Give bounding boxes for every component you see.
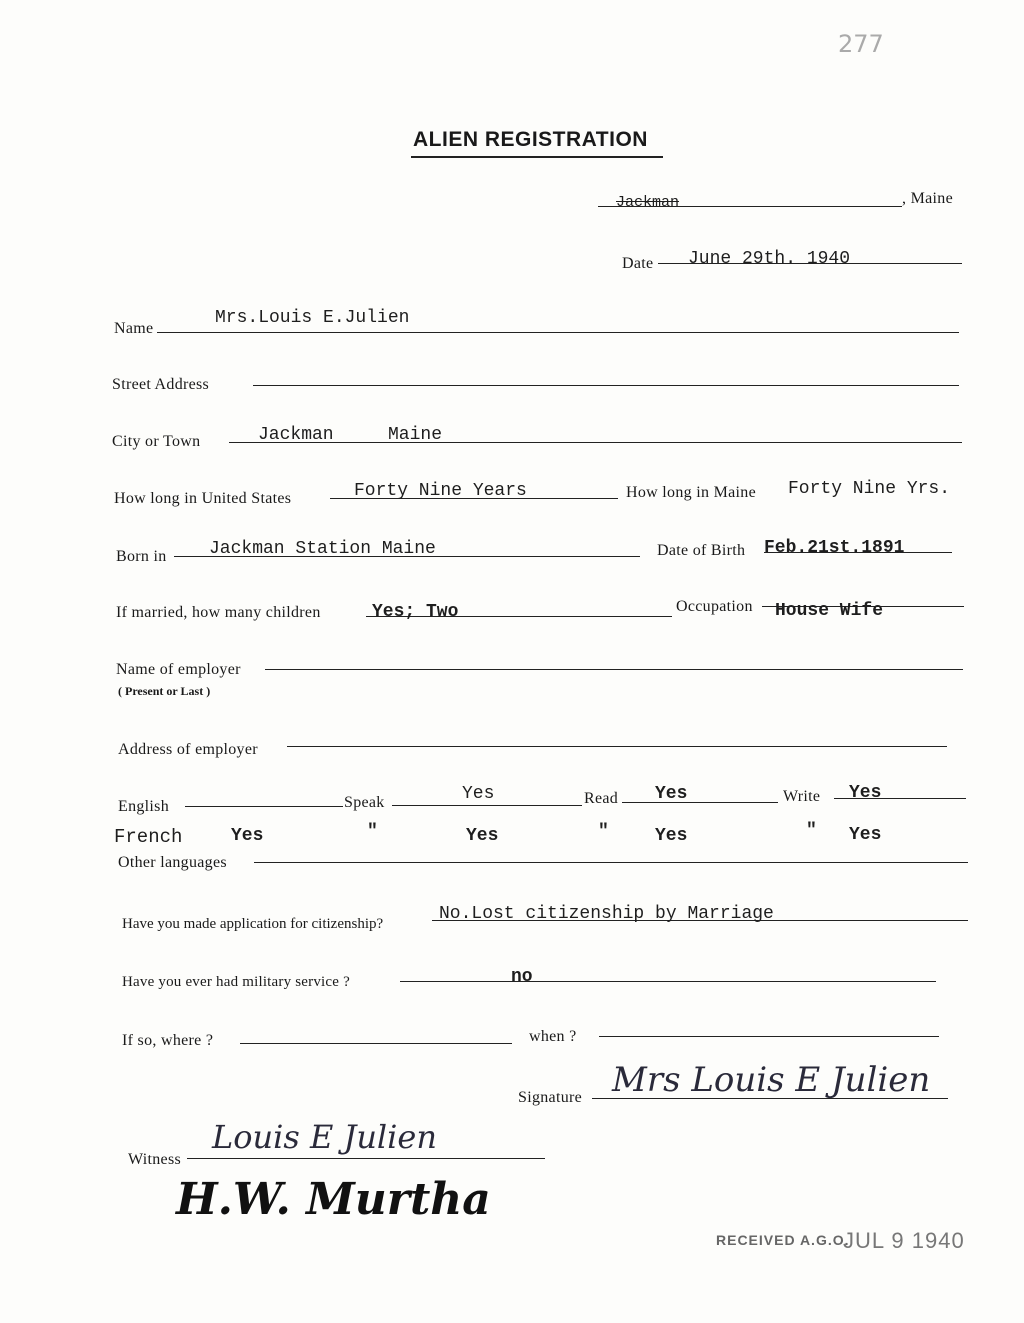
how-long-us-label: How long in United States [114, 490, 292, 507]
place-state-label: , Maine [902, 190, 953, 207]
how-long-maine-value: Forty Nine Yrs. [788, 479, 951, 499]
employer-address-label: Address of employer [118, 741, 258, 758]
dob-value: Feb.21st.1891 [764, 538, 905, 558]
city-state-value: Maine [388, 425, 443, 445]
street-address-line [253, 385, 959, 386]
date-label: Date [622, 255, 654, 272]
employer-sublabel: ( Present or Last ) [118, 684, 211, 698]
name-value: Mrs.Louis E.Julien [215, 308, 410, 328]
page-number: 277 [838, 30, 884, 58]
born-in-value: Jackman Station Maine [209, 539, 436, 559]
signature-value: Mrs Louis E Julien [612, 1060, 931, 1100]
english-line [185, 806, 343, 807]
if-so-where-line [240, 1043, 512, 1044]
city-value: Jackman [258, 425, 334, 445]
read-line [622, 802, 778, 803]
name-label: Name [114, 320, 154, 337]
military-label: Have you ever had military service ? [122, 974, 350, 990]
citizenship-value: No.Lost citizenship by Marriage [439, 904, 774, 924]
speak-label: Speak [344, 794, 385, 811]
witness-line [187, 1158, 545, 1159]
military-line [400, 981, 936, 982]
place-town: Jackman [616, 194, 680, 211]
english-write-value: Yes [849, 783, 882, 803]
witness-label: Witness [128, 1151, 182, 1168]
english-speak-value: Yes [462, 784, 495, 804]
when-line [599, 1036, 939, 1037]
french-language: French [114, 826, 183, 848]
military-value: no [511, 967, 533, 987]
citizenship-label: Have you made application for citizenship? [122, 916, 384, 932]
name-line [157, 332, 959, 333]
born-in-label: Born in [116, 548, 167, 565]
city-line [229, 442, 962, 443]
occupation-value: House Wife [775, 601, 884, 621]
city-label: City or Town [112, 433, 201, 450]
employer-address-line [287, 746, 947, 747]
occupation-label: Occupation [676, 598, 753, 615]
date-value: June 29th. 1940 [688, 249, 851, 269]
french-ditto-1: " [367, 822, 378, 842]
speak-line [392, 805, 582, 806]
form-title: ALIEN REGISTRATION [413, 128, 648, 151]
if-so-where-label: If so, where ? [122, 1032, 214, 1049]
street-address-label: Street Address [112, 376, 210, 393]
children-label: If married, how many children [116, 604, 321, 621]
french-ditto-2: " [598, 822, 609, 842]
employer-label: Name of employer [116, 661, 241, 678]
read-label: Read [584, 790, 619, 807]
signature-label: Signature [518, 1089, 583, 1106]
write-label: Write [783, 788, 821, 805]
witness-signature: Louis E Julien [212, 1118, 437, 1156]
english-label: English [118, 798, 169, 815]
french-write-value: Yes [849, 825, 882, 845]
title-underline [411, 156, 663, 158]
other-languages-label: Other languages [118, 854, 227, 871]
french-yes: Yes [231, 826, 264, 846]
french-speak-value: Yes [466, 826, 499, 846]
french-read-value: Yes [655, 826, 688, 846]
received-stamp: RECEIVED A.G.O. [716, 1232, 850, 1248]
place-line [598, 206, 902, 207]
french-ditto-3: " [806, 821, 817, 841]
dob-label: Date of Birth [657, 542, 746, 559]
other-languages-line [254, 862, 968, 863]
how-long-us-value: Forty Nine Years [354, 481, 527, 501]
second-witness-signature: H.W. Murtha [176, 1174, 491, 1225]
received-stamp-date: JUL 9 1940 [843, 1228, 965, 1253]
children-value: Yes; Two [372, 602, 459, 622]
english-read-value: Yes [655, 784, 688, 804]
how-long-maine-label: How long in Maine [626, 484, 756, 501]
employer-line [265, 669, 963, 670]
when-label: when ? [529, 1028, 577, 1045]
